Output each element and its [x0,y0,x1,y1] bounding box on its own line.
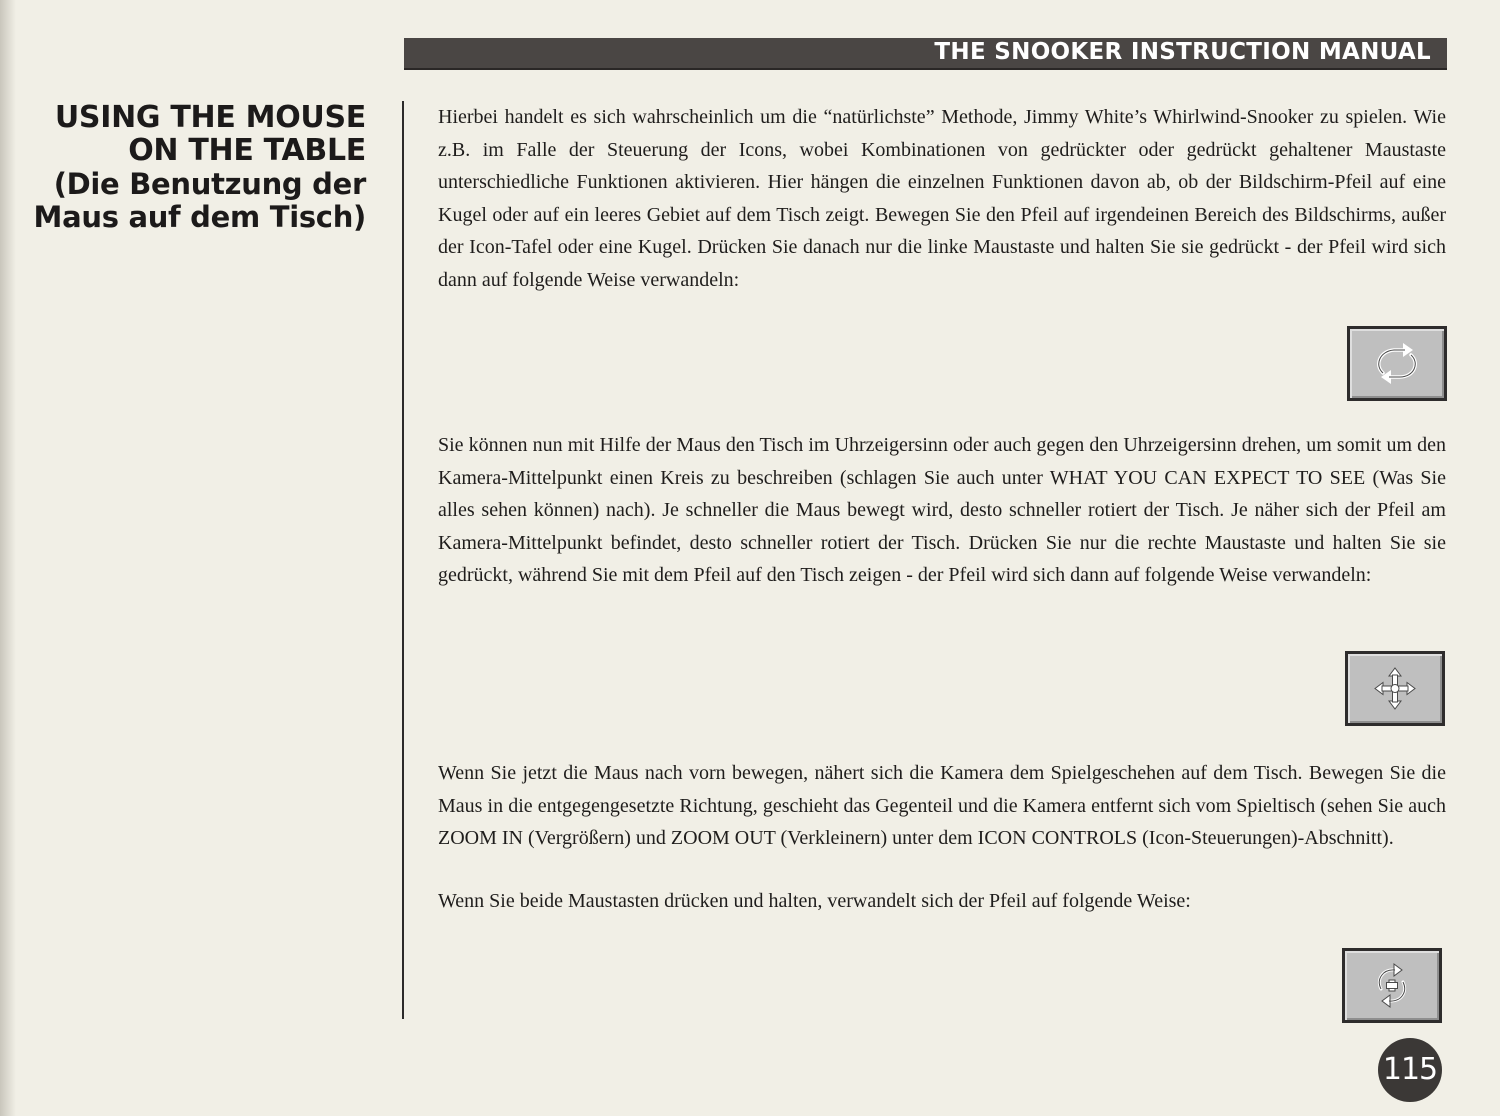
page-number: 115 [1378,1038,1442,1102]
body-paragraph: Hierbei handelt es sich wahrscheinlich um die “natürlichste” Methode, Jimmy White’s Whirlwind-Snooker zu spielen. Wie z.B. im Falle der Steuerung der Icons, wobei Kombinationen von gedrückter oder gedrückt gehaltener Maustaste unterschiedliche Funktionen aktivieren. Hier hängen die einzelnen Funktionen davon ab, ob der Bildschirm-Pfeil auf eine Kugel oder auf ein leeres Gebiet auf dem Tisch zeigt. Bewegen Sie den Pfeil auf irgendeinen Bereich des Bildschirms, außer der Icon-Tafel oder eine Kugel. Drücken Sie danach nur die linke Maustaste und halten Sie sie gedrückt - der Pfeil wird sich dann auf folgende Weise verwandeln: [438,106,1446,291]
zoom-rotate-cursor-icon [1342,948,1442,1023]
section-heading-english [10,101,366,167]
rotate-cursor-icon [1347,326,1447,401]
heading-line: ON THE TABLE [128,133,366,168]
heading-line: Maus auf dem Tisch) [33,200,366,234]
column-divider [402,101,404,1019]
body-paragraph: Wenn Sie jetzt die Maus nach vorn bewegen, nähert sich die Kamera dem Spielgeschehen auf dem Tisch. Bewegen Sie die Maus in die entgegengesetzte Richtung, geschieht das Gegenteil und die Kamera entfernt sich vom Spieltisch (sehen Sie auch ZOOM IN (Vergrößern) und ZOOM OUT (Verkleinern) unter dem ICON CONTROLS (Icon-Steuerungen)-Abschnitt). [438,762,1446,850]
body-paragraph: Sie können nun mit Hilfe der Maus den Tisch im Uhrzeigersinn oder auch gegen den Uhrzeigersinn drehen, um somit um den Kamera-Mittelpunkt einen Kreis zu beschreiben (schlagen Sie auch unter WHAT YOU CAN EXPECT TO SEE (Was Sie alles sehen können) nach). Je schneller die Maus bewegt wird, desto schneller rotiert der Tisch. Je näher sich der Pfeil am Kamera-Mittelpunkt befindet, desto schneller rotiert der Tisch. Drücken Sie nur die rechte Maustaste und halten Sie sie gedrückt, während Sie mit dem Pfeil auf den Tisch zeigen - der Pfeil wird sich dann auf folgende Weise verwandeln: [438,434,1446,587]
body-paragraph: Wenn Sie beide Maustasten drücken und halten, verwandelt sich der Pfeil auf folgende Weise: [438,890,1191,912]
heading-line: USING THE MOUSE [54,100,366,135]
heading-line: (Die Benutzung der [53,167,366,201]
move-cursor-icon [1345,651,1445,726]
section-heading-german [10,168,366,234]
header-bar [404,38,1447,70]
manual-title: THE SNOOKER INSTRUCTION MANUAL [934,39,1431,65]
